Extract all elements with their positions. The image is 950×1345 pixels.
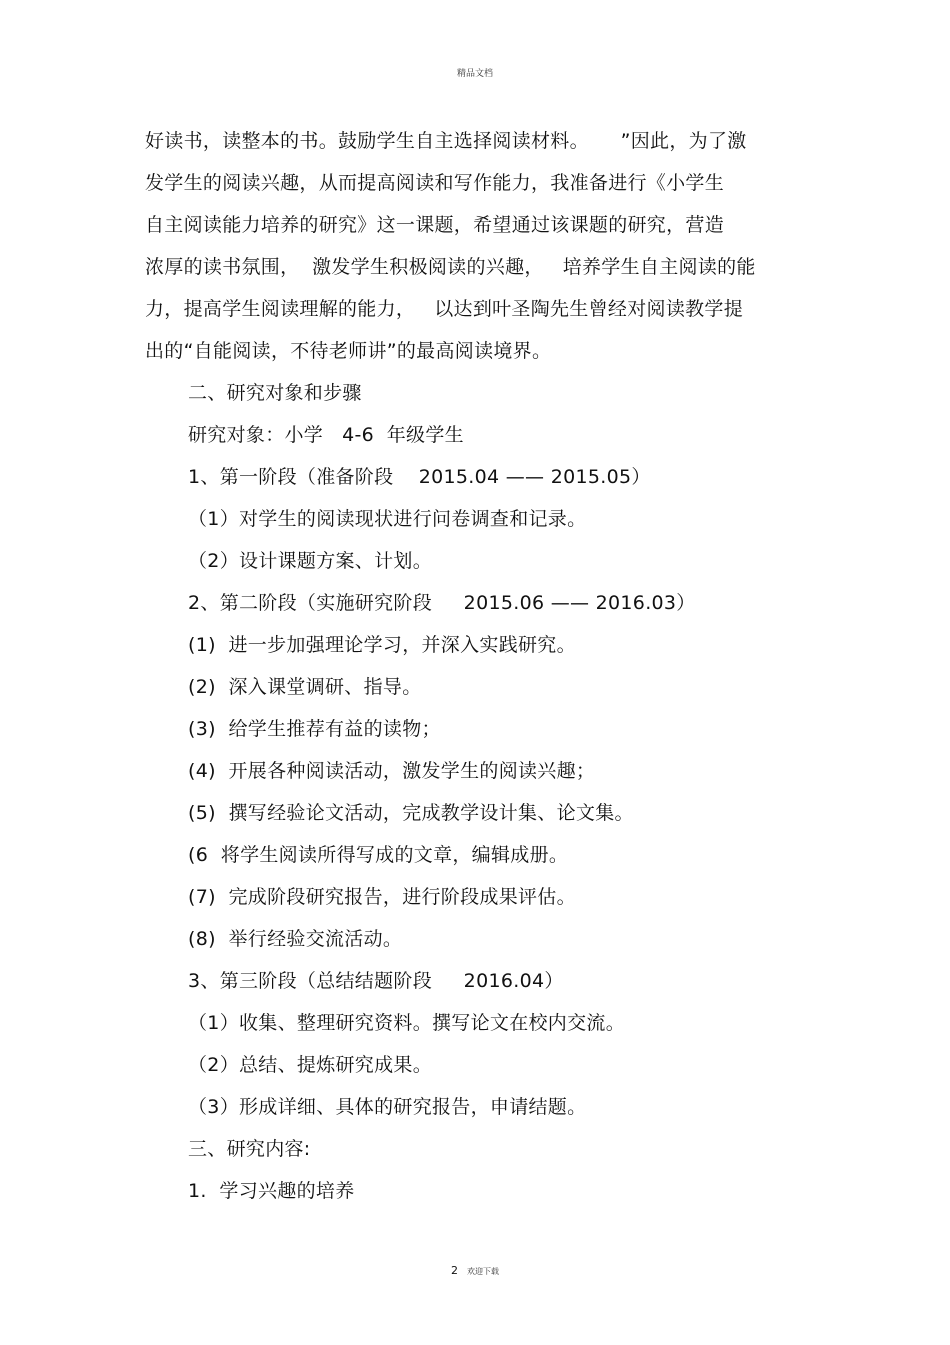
stage-item: (4) 开展各种阅读活动，激发学生的阅读兴趣； — [188, 760, 596, 782]
stage-title: 3、第三阶段（总结结题阶段 2016.04） — [188, 970, 564, 992]
page-header-note: 精品文档 — [456, 69, 493, 79]
stage-item: (8) 举行经验交流活动。 — [188, 928, 403, 950]
paragraph-line: 浓厚的读书氛围， 激发学生积极阅读的兴趣， 培养学生自主阅读的能 — [145, 256, 756, 278]
stage-item: (3) 给学生推荐有益的读物； — [188, 718, 441, 740]
section-heading: 三、研究内容: — [188, 1138, 311, 1160]
stage-title: 1、第一阶段（准备阶段 2015.04 —— 2015.05） — [188, 466, 651, 488]
stage-item: （2）设计课题方案、计划。 — [188, 550, 432, 572]
content-item: 1. 学习兴趣的培养 — [188, 1180, 355, 1202]
stage-item: (6 将学生阅读所得写成的文章，编辑成册。 — [188, 844, 569, 866]
footer-note: 欢迎下载 — [467, 1267, 500, 1276]
stage-item: (5) 撰写经验论文活动，完成教学设计集、论文集。 — [188, 802, 634, 824]
stage-item: （1）对学生的阅读现状进行问卷调查和记录。 — [188, 508, 587, 530]
paragraph-line: 自主阅读能力培养的研究》这一课题，希望通过该课题的研究，营造 — [145, 214, 725, 236]
paragraph-line: 力，提高学生阅读理解的能力， 以达到叶圣陶先生曾经对阅读教学提 — [145, 298, 744, 320]
page-number: 2 — [450, 1264, 458, 1277]
stage-title: 2、第二阶段（实施研究阶段 2015.06 —— 2016.03） — [188, 592, 696, 614]
paragraph-line: 好读书，读整本的书。鼓励学生自主选择阅读材料。 ”因此，为了激 — [145, 130, 747, 152]
stage-item: （3）形成详细、具体的研究报告，申请结题。 — [188, 1096, 587, 1118]
section-heading: 二、研究对象和步骤 — [188, 382, 362, 404]
paragraph-line: 出的“自能阅读，不待老师讲”的最高阅读境界。 — [145, 340, 552, 362]
stage-item: (7) 完成阶段研究报告，进行阶段成果评估。 — [188, 886, 576, 908]
research-subject: 研究对象：小学 4-6 年级学生 — [188, 424, 464, 446]
stage-item: (1) 进一步加强理论学习，并深入实践研究。 — [188, 634, 576, 656]
page-footer — [0, 1259, 950, 1278]
stage-item: （2）总结、提炼研究成果。 — [188, 1054, 432, 1076]
stage-item: (2) 深入课堂调研、指导。 — [188, 676, 422, 698]
stage-item: （1）收集、整理研究资料。撰写论文在校内交流。 — [188, 1012, 625, 1034]
paragraph-line: 发学生的阅读兴趣，从而提高阅读和写作能力，我准备进行《小学生 — [145, 172, 725, 194]
